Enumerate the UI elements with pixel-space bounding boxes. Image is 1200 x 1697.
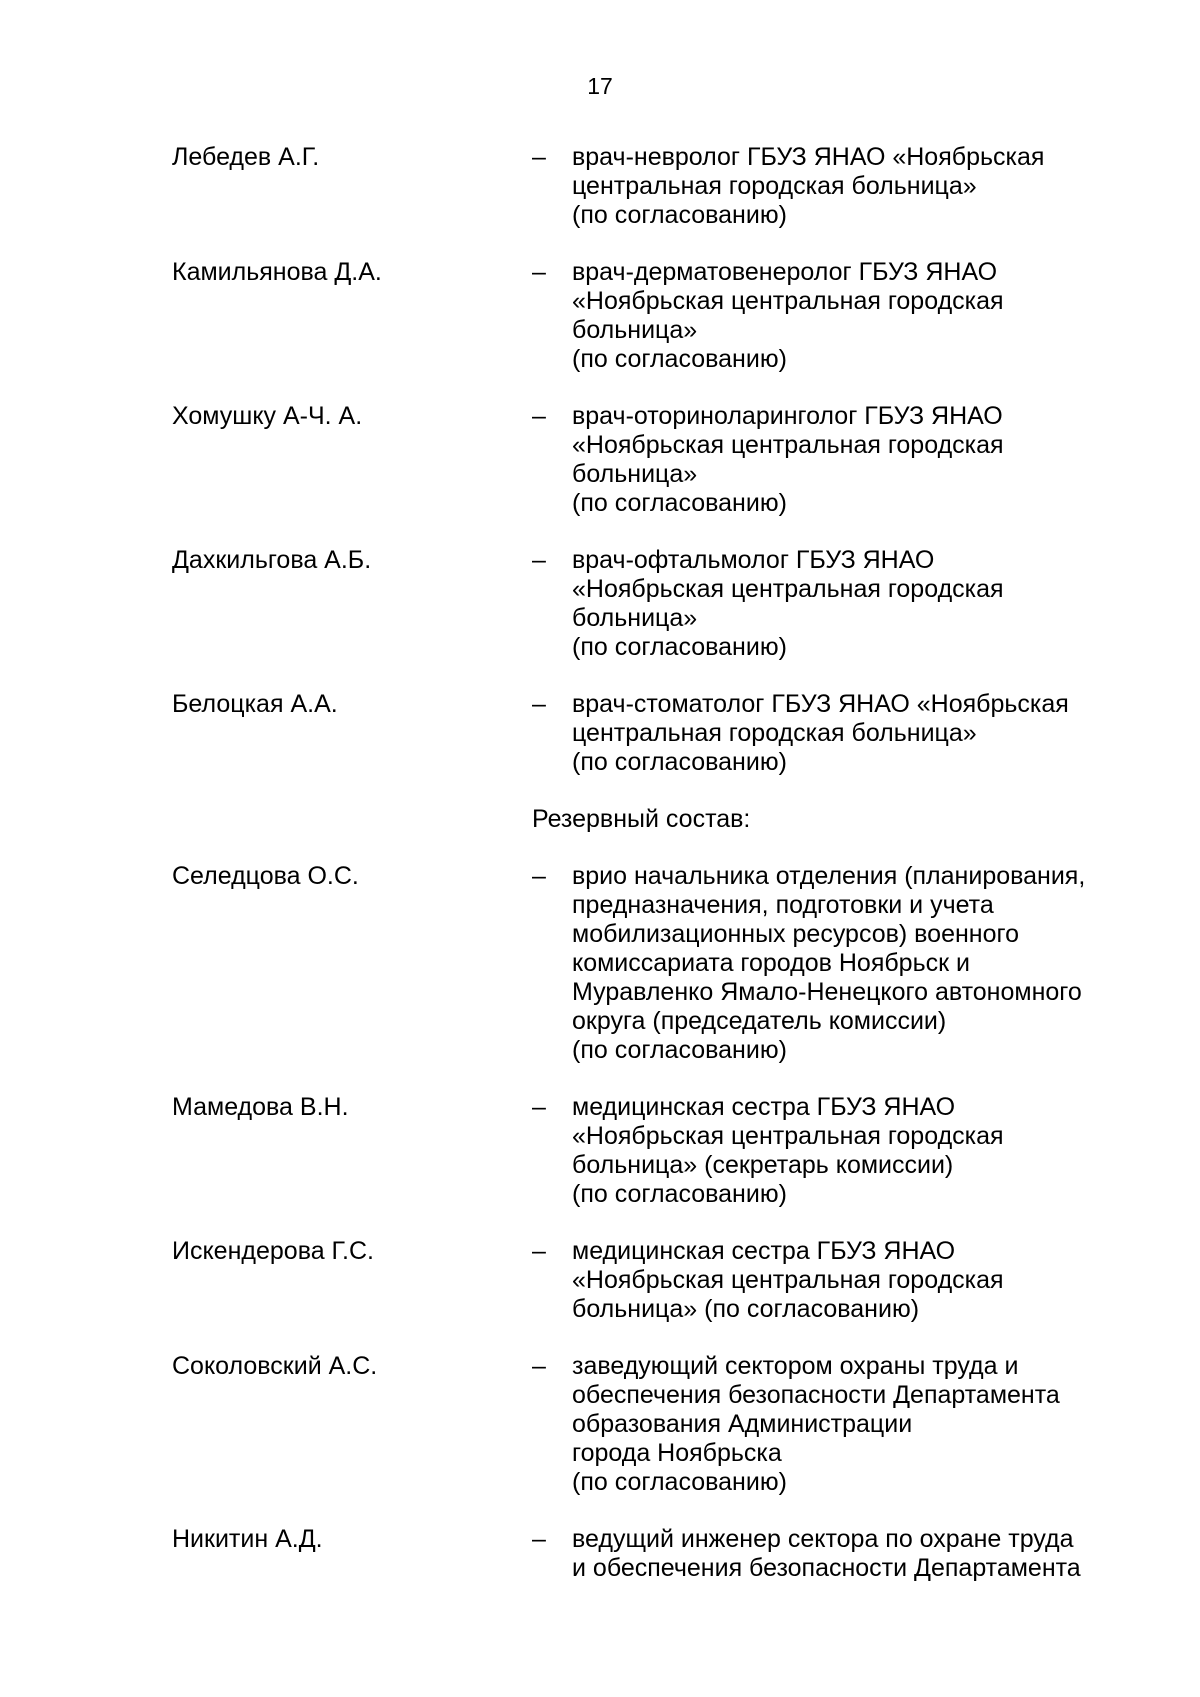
description-line: центральная городская больница» bbox=[572, 719, 977, 747]
description-line: медицинская сестра ГБУЗ ЯНАО bbox=[572, 1093, 956, 1121]
member-description bbox=[572, 1237, 1122, 1324]
member-description bbox=[572, 143, 1122, 230]
member-description bbox=[572, 258, 1122, 374]
description-line: медицинская сестра ГБУЗ ЯНАО bbox=[572, 1237, 956, 1265]
page-number: 17 bbox=[587, 73, 613, 99]
member-name: Никитин А.Д. bbox=[172, 1525, 323, 1553]
description-line: врио начальника отделения (планирования, bbox=[572, 862, 1086, 890]
dash-separator: – bbox=[532, 1525, 546, 1553]
member-entry bbox=[172, 1352, 1122, 1497]
reserve-members bbox=[172, 862, 1122, 1583]
member-name: Белоцкая А.А. bbox=[172, 690, 338, 718]
description-line: больница» (по согласованию) bbox=[572, 1295, 920, 1323]
member-description bbox=[572, 1352, 1122, 1497]
description-line: (по согласованию) bbox=[572, 201, 787, 229]
member-name: Искендерова Г.С. bbox=[172, 1237, 374, 1265]
description-line: «Ноябрьская центральная городская bbox=[572, 431, 1004, 459]
description-line: (по согласованию) bbox=[572, 633, 787, 661]
member-description bbox=[572, 1525, 1122, 1583]
member-name: Хомушку А-Ч. А. bbox=[172, 402, 363, 430]
member-description bbox=[572, 402, 1122, 518]
description-line: больница» bbox=[572, 604, 698, 632]
description-line: центральная городская больница» bbox=[572, 172, 977, 200]
member-description bbox=[572, 690, 1122, 777]
description-line: (по согласованию) bbox=[572, 1180, 787, 1208]
dash-separator: – bbox=[532, 690, 546, 718]
member-description bbox=[572, 546, 1122, 662]
member-entry bbox=[172, 258, 1122, 374]
member-entry bbox=[172, 1093, 1122, 1209]
member-entry bbox=[172, 690, 1122, 777]
member-name: Мамедова В.Н. bbox=[172, 1093, 349, 1121]
member-description bbox=[572, 1093, 1122, 1209]
dash-separator: – bbox=[532, 402, 546, 430]
description-line: больница» (секретарь комиссии) bbox=[572, 1151, 954, 1179]
description-line: (по согласованию) bbox=[572, 1036, 787, 1064]
description-line: врач-стоматолог ГБУЗ ЯНАО «Ноябрьская bbox=[572, 690, 1069, 718]
description-line: города Ноябрьска bbox=[572, 1439, 782, 1467]
dash-separator: – bbox=[532, 1352, 546, 1380]
description-line: заведующий сектором охраны труда и bbox=[572, 1352, 1019, 1380]
description-line: «Ноябрьская центральная городская bbox=[572, 287, 1004, 315]
member-name: Селедцова О.С. bbox=[172, 862, 359, 890]
description-line: «Ноябрьская центральная городская bbox=[572, 1122, 1004, 1150]
member-name: Соколовский А.С. bbox=[172, 1352, 378, 1380]
dash-separator: – bbox=[532, 258, 546, 286]
description-line: и обеспечения безопасности Департамента bbox=[572, 1554, 1081, 1582]
member-entry bbox=[172, 1525, 1122, 1583]
description-line: (по согласованию) bbox=[572, 489, 787, 517]
dash-separator: – bbox=[532, 1093, 546, 1121]
member-entry bbox=[172, 862, 1122, 1065]
description-line: обеспечения безопасности Департамента bbox=[572, 1381, 1060, 1409]
reserve-heading: Резервный состав: bbox=[532, 805, 751, 833]
description-line: больница» bbox=[572, 316, 698, 344]
description-line: мобилизационных ресурсов) военного bbox=[572, 920, 1019, 948]
dash-separator: – bbox=[532, 1237, 546, 1265]
description-line: комиссариата городов Ноябрьск и bbox=[572, 949, 970, 977]
description-line: предназначения, подготовки и учета bbox=[572, 891, 994, 919]
member-entry bbox=[172, 143, 1122, 230]
description-line: (по согласованию) bbox=[572, 345, 787, 373]
description-line: образования Администрации bbox=[572, 1410, 913, 1438]
main-members bbox=[172, 143, 1122, 777]
description-line: (по согласованию) bbox=[572, 748, 787, 776]
description-line: больница» bbox=[572, 460, 698, 488]
description-line: Муравленко Ямало-Ненецкого автономного bbox=[572, 978, 1082, 1006]
member-entry bbox=[172, 1237, 1122, 1324]
member-name: Дахкильгова А.Б. bbox=[172, 546, 372, 574]
description-line: «Ноябрьская центральная городская bbox=[572, 575, 1004, 603]
description-line: «Ноябрьская центральная городская bbox=[572, 1266, 1004, 1294]
dash-separator: – bbox=[532, 862, 546, 890]
description-line: врач-дерматовенеролог ГБУЗ ЯНАО bbox=[572, 258, 998, 286]
commission-list bbox=[172, 143, 1122, 1611]
description-line: округа (председатель комиссии) bbox=[572, 1007, 947, 1035]
member-entry bbox=[172, 402, 1122, 518]
dash-separator: – bbox=[532, 143, 546, 171]
member-description bbox=[572, 862, 1122, 1065]
member-name: Камильянова Д.А. bbox=[172, 258, 382, 286]
description-line: врач-офтальмолог ГБУЗ ЯНАО bbox=[572, 546, 935, 574]
member-name: Лебедев А.Г. bbox=[172, 143, 320, 171]
description-line: (по согласованию) bbox=[572, 1468, 787, 1496]
description-line: врач-оториноларинголог ГБУЗ ЯНАО bbox=[572, 402, 1003, 430]
member-entry bbox=[172, 546, 1122, 662]
description-line: ведущий инженер сектора по охране труда bbox=[572, 1525, 1074, 1553]
dash-separator: – bbox=[532, 546, 546, 574]
description-line: врач-невролог ГБУЗ ЯНАО «Ноябрьская bbox=[572, 143, 1045, 171]
